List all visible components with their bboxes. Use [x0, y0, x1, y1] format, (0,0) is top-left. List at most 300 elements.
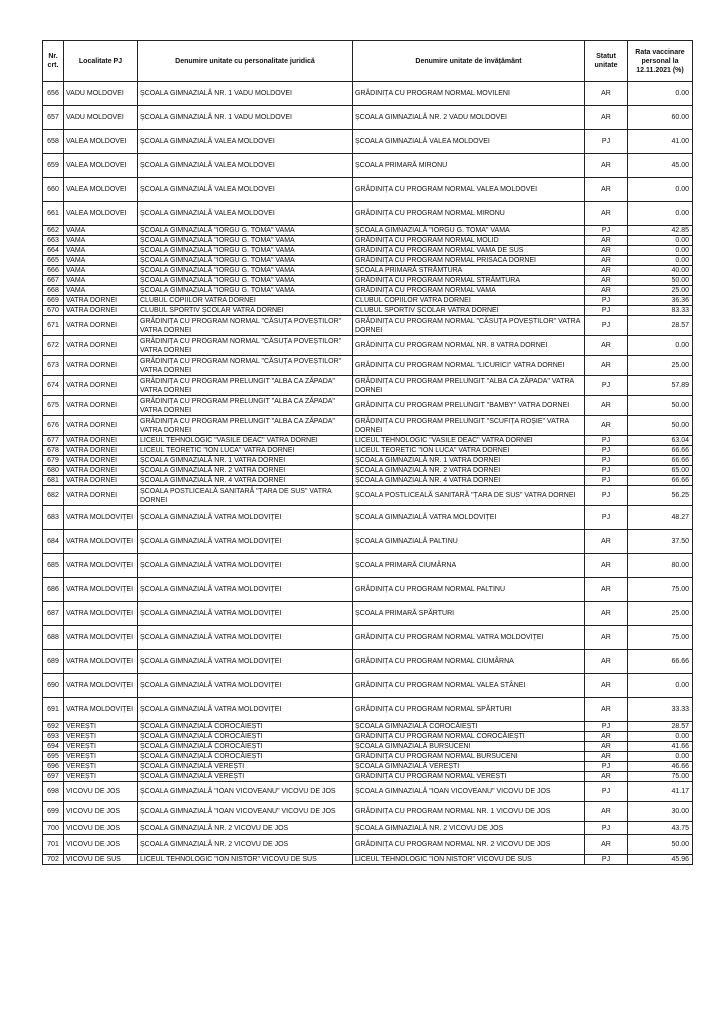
cell-localitate: VATRA MOLDOVIȚEI — [64, 578, 138, 602]
cell-statut: AR — [585, 802, 628, 822]
header-unitate-pj: Denumire unitate cu personalitate juridică — [138, 41, 353, 82]
cell-localitate: VICOVU DE JOS — [64, 835, 138, 855]
cell-rata: 83.33 — [628, 306, 693, 316]
cell-unitate-invatamant: ȘCOALA GIMNAZIALĂ BURSUCENI — [353, 742, 585, 752]
cell-statut: PJ — [585, 782, 628, 802]
cell-unitate-invatamant: GRĂDINIȚA CU PROGRAM NORMAL VAMA DE SUS — [353, 246, 585, 256]
table-row — [43, 396, 693, 416]
cell-unitate-pj: GRĂDINIȚA CU PROGRAM NORMAL "CĂSUȚA POVEȘTILOR" VATRA DORNEI — [138, 336, 353, 356]
cell-unitate-pj: ȘCOALA GIMNAZIALĂ "IORGU G. TOMA" VAMA — [138, 276, 353, 286]
cell-statut: AR — [585, 530, 628, 554]
cell-localitate: VATRA MOLDOVIȚEI — [64, 698, 138, 722]
cell-nr: 657 — [43, 106, 64, 130]
cell-unitate-pj: ȘCOALA GIMNAZIALĂ VATRA MOLDOVIȚEI — [138, 698, 353, 722]
cell-unitate-invatamant: GRĂDINIȚA CU PROGRAM NORMAL VALEA STÂNEI — [353, 674, 585, 698]
cell-unitate-pj: ȘCOALA GIMNAZIALĂ VALEA MOLDOVEI — [138, 154, 353, 178]
table-row — [43, 286, 693, 296]
cell-nr: 692 — [43, 722, 64, 732]
cell-unitate-pj: GRĂDINIȚA CU PROGRAM NORMAL "CĂSUȚA POVEȘTILOR" VATRA DORNEI — [138, 316, 353, 336]
cell-localitate: VAMA — [64, 266, 138, 276]
cell-unitate-pj: ȘCOALA GIMNAZIALĂ COROCĂIEȘTI — [138, 722, 353, 732]
cell-statut: PJ — [585, 296, 628, 306]
table-row — [43, 266, 693, 276]
table-row — [43, 130, 693, 154]
cell-rata: 0.00 — [628, 336, 693, 356]
cell-nr: 666 — [43, 266, 64, 276]
cell-localitate: VICOVU DE JOS — [64, 802, 138, 822]
table-body — [43, 82, 693, 865]
cell-statut: AR — [585, 578, 628, 602]
table-row — [43, 698, 693, 722]
cell-unitate-pj: ȘCOALA GIMNAZIALĂ NR. 4 VATRA DORNEI — [138, 476, 353, 486]
cell-unitate-pj: ȘCOALA GIMNAZIALĂ COROCĂIEȘTI — [138, 752, 353, 762]
cell-rata: 65.00 — [628, 466, 693, 476]
cell-rata: 57.89 — [628, 376, 693, 396]
cell-localitate: VATRA DORNEI — [64, 376, 138, 396]
table-row — [43, 336, 693, 356]
cell-nr: 685 — [43, 554, 64, 578]
cell-localitate: VICOVU DE JOS — [64, 782, 138, 802]
cell-statut: PJ — [585, 466, 628, 476]
cell-unitate-invatamant: GRĂDINIȚA CU PROGRAM PRELUNGIT "SCUFIȚA ROȘIE" VATRA DORNEI — [353, 416, 585, 436]
cell-localitate: VALEA MOLDOVEI — [64, 130, 138, 154]
cell-nr: 658 — [43, 130, 64, 154]
cell-localitate: VATRA DORNEI — [64, 436, 138, 446]
cell-unitate-invatamant: CLUBUL COPIILOR VATRA DORNEI — [353, 296, 585, 306]
cell-statut: AR — [585, 256, 628, 266]
table-row — [43, 276, 693, 286]
cell-nr: 678 — [43, 446, 64, 456]
cell-localitate: VEREȘTI — [64, 732, 138, 742]
cell-localitate: VEREȘTI — [64, 722, 138, 732]
cell-unitate-invatamant: GRĂDINIȚA CU PROGRAM NORMAL VALEA MOLDOVEI — [353, 178, 585, 202]
cell-statut: PJ — [585, 822, 628, 835]
cell-nr: 689 — [43, 650, 64, 674]
cell-statut: PJ — [585, 446, 628, 456]
cell-rata: 0.00 — [628, 178, 693, 202]
cell-unitate-pj: ȘCOALA GIMNAZIALĂ NR. 1 VATRA DORNEI — [138, 456, 353, 466]
cell-statut: PJ — [585, 456, 628, 466]
cell-statut: AR — [585, 752, 628, 762]
cell-unitate-pj: ȘCOALA GIMNAZIALĂ COROCĂIEȘTI — [138, 742, 353, 752]
cell-rata: 41.17 — [628, 782, 693, 802]
cell-localitate: VATRA MOLDOVIȚEI — [64, 506, 138, 530]
cell-unitate-invatamant: ȘCOALA PRIMARĂ CIUMÂRNA — [353, 554, 585, 578]
cell-rata: 75.00 — [628, 578, 693, 602]
cell-localitate: VADU MOLDOVEI — [64, 82, 138, 106]
cell-statut: AR — [585, 835, 628, 855]
cell-unitate-pj: ȘCOALA GIMNAZIALĂ NR. 2 VICOVU DE JOS — [138, 822, 353, 835]
cell-rata: 0.00 — [628, 256, 693, 266]
cell-rata: 56.25 — [628, 486, 693, 506]
table-row — [43, 466, 693, 476]
cell-unitate-invatamant: ȘCOALA GIMNAZIALĂ "IORGU G. TOMA" VAMA — [353, 226, 585, 236]
cell-unitate-invatamant: GRĂDINIȚA CU PROGRAM NORMAL COROCĂIEȘTI — [353, 732, 585, 742]
cell-rata: 25.00 — [628, 356, 693, 376]
cell-localitate: VATRA DORNEI — [64, 486, 138, 506]
cell-localitate: VEREȘTI — [64, 772, 138, 782]
cell-nr: 667 — [43, 276, 64, 286]
vaccination-table — [42, 40, 693, 865]
cell-rata: 30.00 — [628, 802, 693, 822]
cell-rata: 0.00 — [628, 246, 693, 256]
cell-statut: PJ — [585, 486, 628, 506]
cell-statut: AR — [585, 554, 628, 578]
cell-unitate-invatamant: ȘCOALA GIMNAZIALĂ VEREȘTI — [353, 762, 585, 772]
cell-statut: AR — [585, 416, 628, 436]
cell-localitate: VATRA DORNEI — [64, 446, 138, 456]
cell-statut: PJ — [585, 476, 628, 486]
cell-unitate-pj: ȘCOALA GIMNAZIALĂ "IORGU G. TOMA" VAMA — [138, 236, 353, 246]
cell-nr: 670 — [43, 306, 64, 316]
cell-rata: 0.00 — [628, 236, 693, 246]
header-rata-vaccinare: Rata vaccinare personal la 12.11.2021 (%) — [628, 41, 693, 82]
cell-localitate: VALEA MOLDOVEI — [64, 154, 138, 178]
cell-statut: AR — [585, 674, 628, 698]
cell-unitate-invatamant: ȘCOALA GIMNAZIALĂ VATRA MOLDOVIȚEI — [353, 506, 585, 530]
cell-statut: PJ — [585, 506, 628, 530]
header-localitate: Localitate PJ — [64, 41, 138, 82]
header-statut: Statut unitate — [585, 41, 628, 82]
cell-nr: 684 — [43, 530, 64, 554]
table-row — [43, 178, 693, 202]
cell-unitate-pj: LICEUL TEORETIC "ION LUCA" VATRA DORNEI — [138, 446, 353, 456]
table-row — [43, 772, 693, 782]
cell-statut: AR — [585, 276, 628, 286]
table-row — [43, 416, 693, 436]
cell-nr: 691 — [43, 698, 64, 722]
cell-nr: 694 — [43, 742, 64, 752]
cell-unitate-invatamant: ȘCOALA GIMNAZIALĂ NR. 2 VICOVU DE JOS — [353, 822, 585, 835]
cell-statut: PJ — [585, 306, 628, 316]
header-unitate-invatamant: Denumire unitate de învățământ — [353, 41, 585, 82]
cell-unitate-pj: ȘCOALA GIMNAZIALĂ VATRA MOLDOVIȚEI — [138, 674, 353, 698]
cell-localitate: VEREȘTI — [64, 752, 138, 762]
cell-unitate-pj: GRĂDINIȚA CU PROGRAM NORMAL "CĂSUȚA POVEȘTILOR" VATRA DORNEI — [138, 356, 353, 376]
table-row — [43, 154, 693, 178]
table-row — [43, 256, 693, 266]
cell-localitate: VATRA MOLDOVIȚEI — [64, 650, 138, 674]
cell-unitate-invatamant: GRĂDINIȚA CU PROGRAM NORMAL "CĂSUȚA POVEȘTILOR" VATRA DORNEI — [353, 316, 585, 336]
cell-statut: AR — [585, 106, 628, 130]
table-row — [43, 476, 693, 486]
cell-nr: 702 — [43, 855, 64, 865]
cell-nr: 693 — [43, 732, 64, 742]
cell-nr: 700 — [43, 822, 64, 835]
cell-localitate: VATRA MOLDOVIȚEI — [64, 554, 138, 578]
cell-statut: AR — [585, 336, 628, 356]
cell-nr: 659 — [43, 154, 64, 178]
cell-rata: 25.00 — [628, 602, 693, 626]
cell-rata: 0.00 — [628, 202, 693, 226]
cell-unitate-pj: ȘCOALA GIMNAZIALĂ VALEA MOLDOVEI — [138, 178, 353, 202]
cell-rata: 0.00 — [628, 752, 693, 762]
cell-unitate-invatamant: GRĂDINIȚA CU PROGRAM NORMAL STRĂMTURA — [353, 276, 585, 286]
cell-unitate-invatamant: GRĂDINIȚA CU PROGRAM NORMAL NR. 1 VICOVU DE JOS — [353, 802, 585, 822]
cell-unitate-pj: ȘCOALA GIMNAZIALĂ VALEA MOLDOVEI — [138, 130, 353, 154]
cell-nr: 697 — [43, 772, 64, 782]
cell-unitate-pj: CLUBUL COPIILOR VATRA DORNEI — [138, 296, 353, 306]
cell-localitate: VEREȘTI — [64, 742, 138, 752]
cell-statut: AR — [585, 154, 628, 178]
cell-unitate-invatamant: ȘCOALA POSTLICEALĂ SANITARĂ "ȚARA DE SUS" VATRA DORNEI — [353, 486, 585, 506]
table-row — [43, 376, 693, 396]
table-row — [43, 674, 693, 698]
cell-unitate-invatamant: LICEUL TEHNOLOGIC "ION NISTOR" VICOVU DE SUS — [353, 855, 585, 865]
cell-unitate-invatamant: GRĂDINIȚA CU PROGRAM NORMAL MOVILENI — [353, 82, 585, 106]
cell-unitate-pj: ȘCOALA GIMNAZIALĂ VATRA MOLDOVIȚEI — [138, 506, 353, 530]
cell-statut: AR — [585, 286, 628, 296]
cell-nr: 696 — [43, 762, 64, 772]
cell-statut: PJ — [585, 376, 628, 396]
table-row — [43, 742, 693, 752]
cell-unitate-pj: ȘCOALA GIMNAZIALĂ "IORGU G. TOMA" VAMA — [138, 256, 353, 266]
cell-nr: 687 — [43, 602, 64, 626]
cell-unitate-pj: CLUBUL SPORTIV ȘCOLAR VATRA DORNEI — [138, 306, 353, 316]
cell-nr: 701 — [43, 835, 64, 855]
cell-localitate: VATRA MOLDOVIȚEI — [64, 602, 138, 626]
cell-unitate-invatamant: ȘCOALA GIMNAZIALĂ "IOAN VICOVEANU" VICOVU DE JOS — [353, 782, 585, 802]
cell-unitate-pj: ȘCOALA GIMNAZIALĂ VEREȘTI — [138, 762, 353, 772]
cell-rata: 50.00 — [628, 835, 693, 855]
cell-unitate-pj: ȘCOALA GIMNAZIALĂ "IORGU G. TOMA" VAMA — [138, 286, 353, 296]
cell-unitate-invatamant: GRĂDINIȚA CU PROGRAM NORMAL VATRA MOLDOVIȚEI — [353, 626, 585, 650]
table-row — [43, 752, 693, 762]
cell-statut: AR — [585, 742, 628, 752]
cell-unitate-invatamant: ȘCOALA PRIMARĂ MIRONU — [353, 154, 585, 178]
cell-localitate: VAMA — [64, 286, 138, 296]
table-row — [43, 306, 693, 316]
cell-rata: 80.00 — [628, 554, 693, 578]
cell-rata: 66.66 — [628, 650, 693, 674]
cell-unitate-pj: LICEUL TEHNOLOGIC "VASILE DEAC" VATRA DORNEI — [138, 436, 353, 446]
table-row — [43, 506, 693, 530]
cell-unitate-invatamant: LICEUL TEORETIC "ION LUCA" VATRA DORNEI — [353, 446, 585, 456]
cell-unitate-invatamant: GRĂDINIȚA CU PROGRAM PRELUNGIT "ALBA CA ZĂPADA" VATRA DORNEI — [353, 376, 585, 396]
cell-unitate-pj: ȘCOALA GIMNAZIALĂ NR. 2 VICOVU DE JOS — [138, 835, 353, 855]
cell-unitate-pj: GRĂDINIȚA CU PROGRAM PRELUNGIT "ALBA CA ZĂPADA" VATRA DORNEI — [138, 376, 353, 396]
cell-nr: 686 — [43, 578, 64, 602]
cell-rata: 28.57 — [628, 722, 693, 732]
cell-unitate-invatamant: ȘCOALA GIMNAZIALĂ NR. 1 VATRA DORNEI — [353, 456, 585, 466]
cell-rata: 75.00 — [628, 772, 693, 782]
cell-unitate-invatamant: GRĂDINIȚA CU PROGRAM PRELUNGIT "BAMBY" VATRA DORNEI — [353, 396, 585, 416]
cell-statut: AR — [585, 356, 628, 376]
cell-rata: 36.36 — [628, 296, 693, 306]
cell-rata: 63.04 — [628, 436, 693, 446]
cell-rata: 50.00 — [628, 276, 693, 286]
table-row — [43, 246, 693, 256]
cell-nr: 669 — [43, 296, 64, 306]
cell-rata: 40.00 — [628, 266, 693, 276]
cell-statut: PJ — [585, 316, 628, 336]
cell-rata: 46.66 — [628, 762, 693, 772]
cell-unitate-pj: ȘCOALA GIMNAZIALĂ NR. 2 VATRA DORNEI — [138, 466, 353, 476]
cell-unitate-invatamant: GRĂDINIȚA CU PROGRAM NORMAL NR. 2 VICOVU DE JOS — [353, 835, 585, 855]
cell-localitate: VAMA — [64, 226, 138, 236]
cell-rata: 66.66 — [628, 446, 693, 456]
cell-nr: 665 — [43, 256, 64, 266]
table-row — [43, 602, 693, 626]
cell-unitate-invatamant: ȘCOALA GIMNAZIALĂ NR. 2 VATRA DORNEI — [353, 466, 585, 476]
table-row — [43, 802, 693, 822]
table-row — [43, 356, 693, 376]
cell-rata: 66.66 — [628, 456, 693, 466]
cell-unitate-pj: ȘCOALA GIMNAZIALĂ VATRA MOLDOVIȚEI — [138, 554, 353, 578]
cell-statut: AR — [585, 626, 628, 650]
cell-rata: 50.00 — [628, 416, 693, 436]
cell-unitate-pj: ȘCOALA GIMNAZIALĂ NR. 1 VADU MOLDOVEI — [138, 82, 353, 106]
cell-nr: 672 — [43, 336, 64, 356]
cell-unitate-pj: GRĂDINIȚA CU PROGRAM PRELUNGIT "ALBA CA ZĂPADA" VATRA DORNEI — [138, 396, 353, 416]
header-nr: Nr. crt. — [43, 41, 64, 82]
cell-localitate: VALEA MOLDOVEI — [64, 178, 138, 202]
cell-nr: 663 — [43, 236, 64, 246]
cell-localitate: VAMA — [64, 246, 138, 256]
cell-nr: 699 — [43, 802, 64, 822]
table-header-row — [43, 41, 693, 82]
table-row — [43, 82, 693, 106]
cell-localitate: VAMA — [64, 256, 138, 266]
cell-unitate-invatamant: LICEUL TEHNOLOGIC "VASILE DEAC" VATRA DORNEI — [353, 436, 585, 446]
cell-rata: 0.00 — [628, 732, 693, 742]
cell-rata: 0.00 — [628, 674, 693, 698]
cell-unitate-pj: ȘCOALA GIMNAZIALĂ VATRA MOLDOVIȚEI — [138, 626, 353, 650]
table-row — [43, 578, 693, 602]
cell-nr: 690 — [43, 674, 64, 698]
cell-statut: PJ — [585, 855, 628, 865]
table-row — [43, 822, 693, 835]
cell-rata: 41.66 — [628, 742, 693, 752]
cell-unitate-invatamant: ȘCOALA GIMNAZIALĂ COROCĂIEȘTI — [353, 722, 585, 732]
table-row — [43, 456, 693, 466]
cell-nr: 688 — [43, 626, 64, 650]
cell-unitate-invatamant: GRĂDINIȚA CU PROGRAM NORMAL PRISACA DORNEI — [353, 256, 585, 266]
cell-unitate-pj: ȘCOALA GIMNAZIALĂ "IOAN VICOVEANU" VICOVU DE JOS — [138, 802, 353, 822]
cell-statut: AR — [585, 396, 628, 416]
cell-nr: 679 — [43, 456, 64, 466]
table-row — [43, 626, 693, 650]
table-row — [43, 226, 693, 236]
cell-nr: 698 — [43, 782, 64, 802]
cell-statut: AR — [585, 246, 628, 256]
cell-unitate-invatamant: GRĂDINIȚA CU PROGRAM NORMAL VAMA — [353, 286, 585, 296]
table-row — [43, 855, 693, 865]
cell-nr: 661 — [43, 202, 64, 226]
table-row — [43, 650, 693, 674]
cell-nr: 674 — [43, 376, 64, 396]
cell-rata: 50.00 — [628, 396, 693, 416]
cell-unitate-pj: ȘCOALA POSTLICEALĂ SANITARĂ "ȚARA DE SUS" VATRA DORNEI — [138, 486, 353, 506]
cell-nr: 673 — [43, 356, 64, 376]
cell-localitate: VATRA DORNEI — [64, 416, 138, 436]
table-row — [43, 316, 693, 336]
cell-statut: PJ — [585, 436, 628, 446]
cell-unitate-invatamant: GRĂDINIȚA CU PROGRAM NORMAL MIRONU — [353, 202, 585, 226]
table-row — [43, 762, 693, 772]
cell-unitate-pj: ȘCOALA GIMNAZIALĂ "IORGU G. TOMA" VAMA — [138, 226, 353, 236]
cell-localitate: VICOVU DE JOS — [64, 822, 138, 835]
cell-localitate: VATRA DORNEI — [64, 336, 138, 356]
cell-rata: 60.00 — [628, 106, 693, 130]
cell-rata: 66.66 — [628, 476, 693, 486]
table-row — [43, 296, 693, 306]
cell-localitate: VAMA — [64, 236, 138, 246]
cell-localitate: VATRA DORNEI — [64, 396, 138, 416]
cell-localitate: VATRA DORNEI — [64, 356, 138, 376]
table-row — [43, 106, 693, 130]
cell-nr: 671 — [43, 316, 64, 336]
cell-unitate-invatamant: ȘCOALA GIMNAZIALĂ PALTINU — [353, 530, 585, 554]
cell-rata: 75.00 — [628, 626, 693, 650]
cell-statut: PJ — [585, 226, 628, 236]
cell-rata: 43.75 — [628, 822, 693, 835]
table-row — [43, 782, 693, 802]
cell-statut: PJ — [585, 762, 628, 772]
cell-unitate-invatamant: GRĂDINIȚA CU PROGRAM NORMAL NR. 8 VATRA DORNEI — [353, 336, 585, 356]
cell-localitate: VICOVU DE SUS — [64, 855, 138, 865]
cell-unitate-invatamant: GRĂDINIȚA CU PROGRAM NORMAL PALTINU — [353, 578, 585, 602]
cell-rata: 25.00 — [628, 286, 693, 296]
cell-unitate-pj: ȘCOALA GIMNAZIALĂ COROCĂIEȘTI — [138, 732, 353, 742]
cell-statut: AR — [585, 236, 628, 246]
cell-rata: 28.57 — [628, 316, 693, 336]
cell-rata: 41.00 — [628, 130, 693, 154]
cell-unitate-pj: GRĂDINIȚA CU PROGRAM PRELUNGIT "ALBA CA ZĂPADA" VATRA DORNEI — [138, 416, 353, 436]
cell-unitate-invatamant: GRĂDINIȚA CU PROGRAM NORMAL SPĂRTURI — [353, 698, 585, 722]
cell-unitate-invatamant: ȘCOALA GIMNAZIALĂ NR. 2 VADU MOLDOVEI — [353, 106, 585, 130]
table-row — [43, 446, 693, 456]
cell-unitate-pj: ȘCOALA GIMNAZIALĂ VATRA MOLDOVIȚEI — [138, 530, 353, 554]
cell-localitate: VALEA MOLDOVEI — [64, 202, 138, 226]
cell-unitate-pj: ȘCOALA GIMNAZIALĂ "IOAN VICOVEANU" VICOVU DE JOS — [138, 782, 353, 802]
cell-localitate: VADU MOLDOVEI — [64, 106, 138, 130]
cell-statut: AR — [585, 698, 628, 722]
cell-unitate-invatamant: GRĂDINIȚA CU PROGRAM NORMAL CIUMÂRNA — [353, 650, 585, 674]
cell-localitate: VATRA DORNEI — [64, 296, 138, 306]
cell-localitate: VATRA DORNEI — [64, 316, 138, 336]
cell-statut: AR — [585, 732, 628, 742]
table-row — [43, 236, 693, 246]
cell-nr: 677 — [43, 436, 64, 446]
cell-rata: 42.85 — [628, 226, 693, 236]
cell-localitate: VATRA DORNEI — [64, 476, 138, 486]
cell-localitate: VATRA MOLDOVIȚEI — [64, 626, 138, 650]
cell-nr: 656 — [43, 82, 64, 106]
cell-nr: 668 — [43, 286, 64, 296]
cell-unitate-pj: ȘCOALA GIMNAZIALĂ VALEA MOLDOVEI — [138, 202, 353, 226]
cell-statut: PJ — [585, 722, 628, 732]
cell-localitate: VEREȘTI — [64, 762, 138, 772]
cell-localitate: VATRA MOLDOVIȚEI — [64, 530, 138, 554]
cell-statut: PJ — [585, 130, 628, 154]
table-row — [43, 486, 693, 506]
cell-rata: 33.33 — [628, 698, 693, 722]
cell-nr: 695 — [43, 752, 64, 762]
cell-unitate-invatamant: ȘCOALA GIMNAZIALĂ NR. 4 VATRA DORNEI — [353, 476, 585, 486]
cell-rata: 0.00 — [628, 82, 693, 106]
cell-unitate-pj: ȘCOALA GIMNAZIALĂ NR. 1 VADU MOLDOVEI — [138, 106, 353, 130]
cell-unitate-invatamant: CLUBUL SPORTIV ȘCOLAR VATRA DORNEI — [353, 306, 585, 316]
cell-statut: AR — [585, 650, 628, 674]
cell-statut: AR — [585, 178, 628, 202]
cell-nr: 662 — [43, 226, 64, 236]
document-page — [42, 40, 692, 865]
cell-localitate: VATRA DORNEI — [64, 466, 138, 476]
cell-nr: 675 — [43, 396, 64, 416]
cell-rata: 37.50 — [628, 530, 693, 554]
cell-localitate: VATRA MOLDOVIȚEI — [64, 674, 138, 698]
